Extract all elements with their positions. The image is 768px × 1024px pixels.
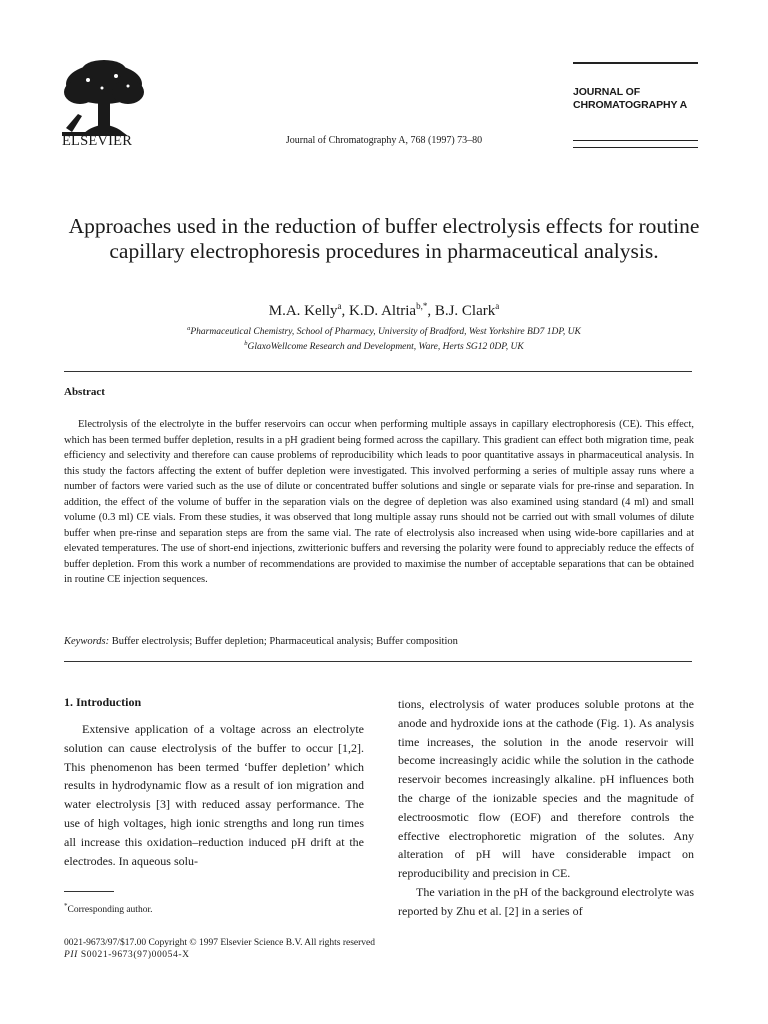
- footnote: [64, 902, 152, 915]
- introduction-paragraph: The variation in the pH of the background electrolyte was reported by Zhu et al. [2] in a series of: [398, 884, 694, 918]
- journal-name: [573, 86, 687, 112]
- keywords-label: Keywords:: [64, 636, 110, 647]
- pii-value: S0021-9673(97)00054-X: [80, 950, 190, 960]
- author-affiliation-mark: a: [337, 301, 342, 311]
- author-name: B.J. Clark: [434, 303, 496, 319]
- affiliation-a: [0, 323, 768, 338]
- article-title: Approaches used in the reduction of buffer electrolysis effects for routine capillary electrophoresis procedures in pharmaceutical analysis.: [68, 214, 700, 263]
- journal-rule-bottom: [573, 140, 698, 141]
- footnote-rule: [64, 891, 114, 892]
- author-name: M.A. Kelly: [268, 303, 338, 319]
- keywords: [64, 636, 458, 647]
- introduction-left-column: Extensive application of a voltage across an electrolyte solution can cause electrolysis of the buffer to occur [1,2]. This phenomenon has been termed ‘buffer depletion’ which results in hydrodynamic flow as a result of ion migration and water electrolysis [3] with reduced assay performance. The use of high voltages, high ionic strengths and long run times all increase this oxidation–reduction induced pH drift at the electrodes. In aqueous solu-: [64, 722, 364, 868]
- author-name: K.D. Altria: [349, 303, 417, 319]
- abstract-bottom-rule: [64, 661, 692, 662]
- abstract-heading: Abstract: [64, 386, 105, 398]
- journal-citation: Journal of Chromatography A, 768 (1997) 73–80: [285, 135, 483, 146]
- abstract-text: Electrolysis of the electrolyte in the buffer reservoirs can occur when performing multiple assays in capillary electrophoresis (CE). This effect, which has been termed buffer depletion, results in a pH gradient being formed across the capillary. This gradient can effect both migration time, peak efficiency and selectivity and therefore can cause problems of reproducibility which leads to poor quantitative assays in pharmaceutical analysis. In this study the factors affecting the extent of buffer depletion were investigated. This involved performing a series of multiple assay runs where a number of factors were varied such as the use of dilute or concentrated buffer solutions and single or separate vials for pre-rinse and separation. In addition, the effect of the volume of buffer in the separation vials on the degree of depletion was also examined using standard (4 ml) and small volume (0.3 ml) CE vials. From these studies, it was observed that long multiple assay runs should not be carried out with small volumes of dilute buffer when pre-rinse and separation steps are from the same vial. The rate of electrolysis also increased when using wide-bore capillaries and at elevated temperatures. The use of short-end injections, zwitterionic buffers and reversing the polarity were found to appreciably reduce the effects of buffer depletion. From this work a number of recommendations are provided to maximise the number of acceptable separations that can be obtained in routine CE injection sequences.: [64, 419, 694, 585]
- footnote-mark: *: [64, 902, 68, 910]
- author-affiliation-mark: b,*: [416, 301, 428, 311]
- publisher-name: ELSEVIER: [62, 133, 133, 149]
- affiliation-mark: a: [187, 325, 191, 332]
- journal-rule-top: [573, 62, 698, 64]
- affiliation-b: [0, 338, 768, 353]
- section-heading-introduction: 1. Introduction: [64, 695, 142, 709]
- affiliation-mark: b: [244, 340, 248, 348]
- journal-name-line1: JOURNAL OF: [573, 86, 641, 98]
- footnote-text: Corresponding author.: [67, 905, 153, 916]
- affiliation-text: GlaxoWellcome Research and Development, Ware, Herts SG12 0DP, UK: [247, 342, 524, 353]
- copyright-line: 0021-9673/97/$17.00 Copyright © 1997 Elsevier Science B.V. All rights reserved: [64, 938, 376, 948]
- author-list: M.A. Kelly$^a$, K.D. Altria$^{b,*}$, B.J. Clark$^a$: [268, 301, 500, 319]
- elsevier-tree-logo-icon: [58, 58, 150, 138]
- affiliations: [0, 323, 768, 353]
- affiliation-text: Pharmaceutical Chemistry, School of Pharmacy, University of Bradford, West Yorkshire BD7 1DP, UK: [190, 327, 581, 338]
- journal-rule-bottom-2: [573, 147, 698, 148]
- pii-line: [64, 950, 190, 960]
- pii-label: PII: [64, 950, 78, 960]
- abstract-top-rule: [64, 371, 692, 372]
- journal-name-line2: CHROMATOGRAPHY A: [573, 99, 688, 111]
- keywords-list: Buffer electrolysis; Buffer depletion; Pharmaceutical analysis; Buffer composition: [111, 636, 458, 647]
- author-affiliation-mark: a: [495, 301, 500, 311]
- introduction-right-column: [398, 695, 694, 921]
- introduction-paragraph: tions, electrolysis of water produces soluble protons at the anode and hydroxide ions at the cathode (Fig. 1). As analysis time increases, the solution in the anode reservoir will become increasingly acidic while the solution in the cathode reservoir becomes increasingly alkaline. pH influences both the charge of the ionizable species and the magnitude of electroosmotic flow (EOF) and therefore controls the effective electrophoretic migration of the solutes. Any alteration of pH will have considerable impact on reproducibility and precision in CE.: [398, 697, 694, 881]
